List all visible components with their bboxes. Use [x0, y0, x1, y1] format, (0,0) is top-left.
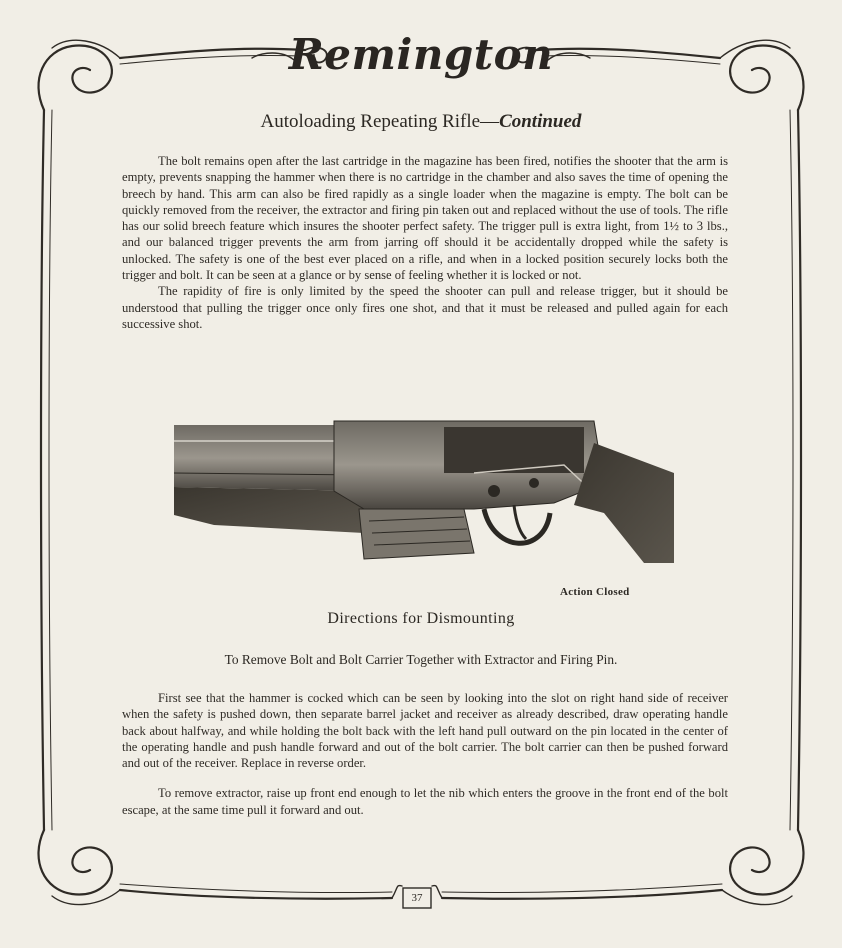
paragraph: The bolt remains open after the last cartridge in the magazine has been fired, notifies the shooter that the arm is empty, prevents snapping the hammer when there is no cartridge in the chamber and also saves the time of opening the breech by hand. This arm can also be fired rapidly as a single loader when the magazine is empty. The bolt can be quickly removed from the receiver, the extractor and firing pin taken out and replaced without the use of tools. The rifle has our solid breech feature which insures the shooter perfect safety. The trigger pull is extra light, from 1½ to 3 lbs., and our balanced trigger prevents the arm from jarring off should it be accidentally dropped while the safety is unlocked. The safety is one of the best ever placed on a rifle, and when in a locked position securely locks both the trigger and bolt. It can be seen at a glance or by sense of feeling whether it is locked or not.	[122, 154, 728, 283]
page-number: 37	[411, 892, 423, 904]
paragraph: The rapidity of fire is only limited by the speed the shooter can pull and release trigger, but it should be understood that pulling the trigger once only fires one shot, and that it must be released and pulled again for each successive shot.	[122, 284, 728, 331]
paragraph: To remove extractor, raise up front end enough to let the nib which enters the groove in the front end of the bolt escape, at the same time pull it forward and out.	[122, 786, 728, 817]
brand-logo: Remington	[288, 30, 554, 79]
figure-caption: Action Closed	[560, 586, 630, 598]
paragraph: First see that the hammer is cocked which can be seen by looking into the slot on right hand side of receiver when the safety is pushed down, then separate barrel jacket and receiver as already described, draw operating handle back about halfway, and while holding the bolt back with the left hand pull outward on the pin located in the center of the operating handle and push handle forward and out of the bolt carrier. The bolt carrier can then be pushed forward and out of the receiver. Replace in reverse order.	[122, 691, 728, 771]
sub-heading: To Remove Bolt and Bolt Carrier Together with Extractor and Firing Pin.	[224, 652, 618, 667]
instructions-text	[122, 690, 728, 818]
intro-text	[122, 153, 728, 332]
section-heading: Directions for Dismounting	[327, 610, 515, 627]
page-heading	[0, 111, 842, 133]
rifle-action-illustration	[174, 413, 674, 563]
heading-continued: Continued	[499, 111, 582, 132]
heading-title: Autoloading Repeating Rifle—	[260, 111, 500, 132]
